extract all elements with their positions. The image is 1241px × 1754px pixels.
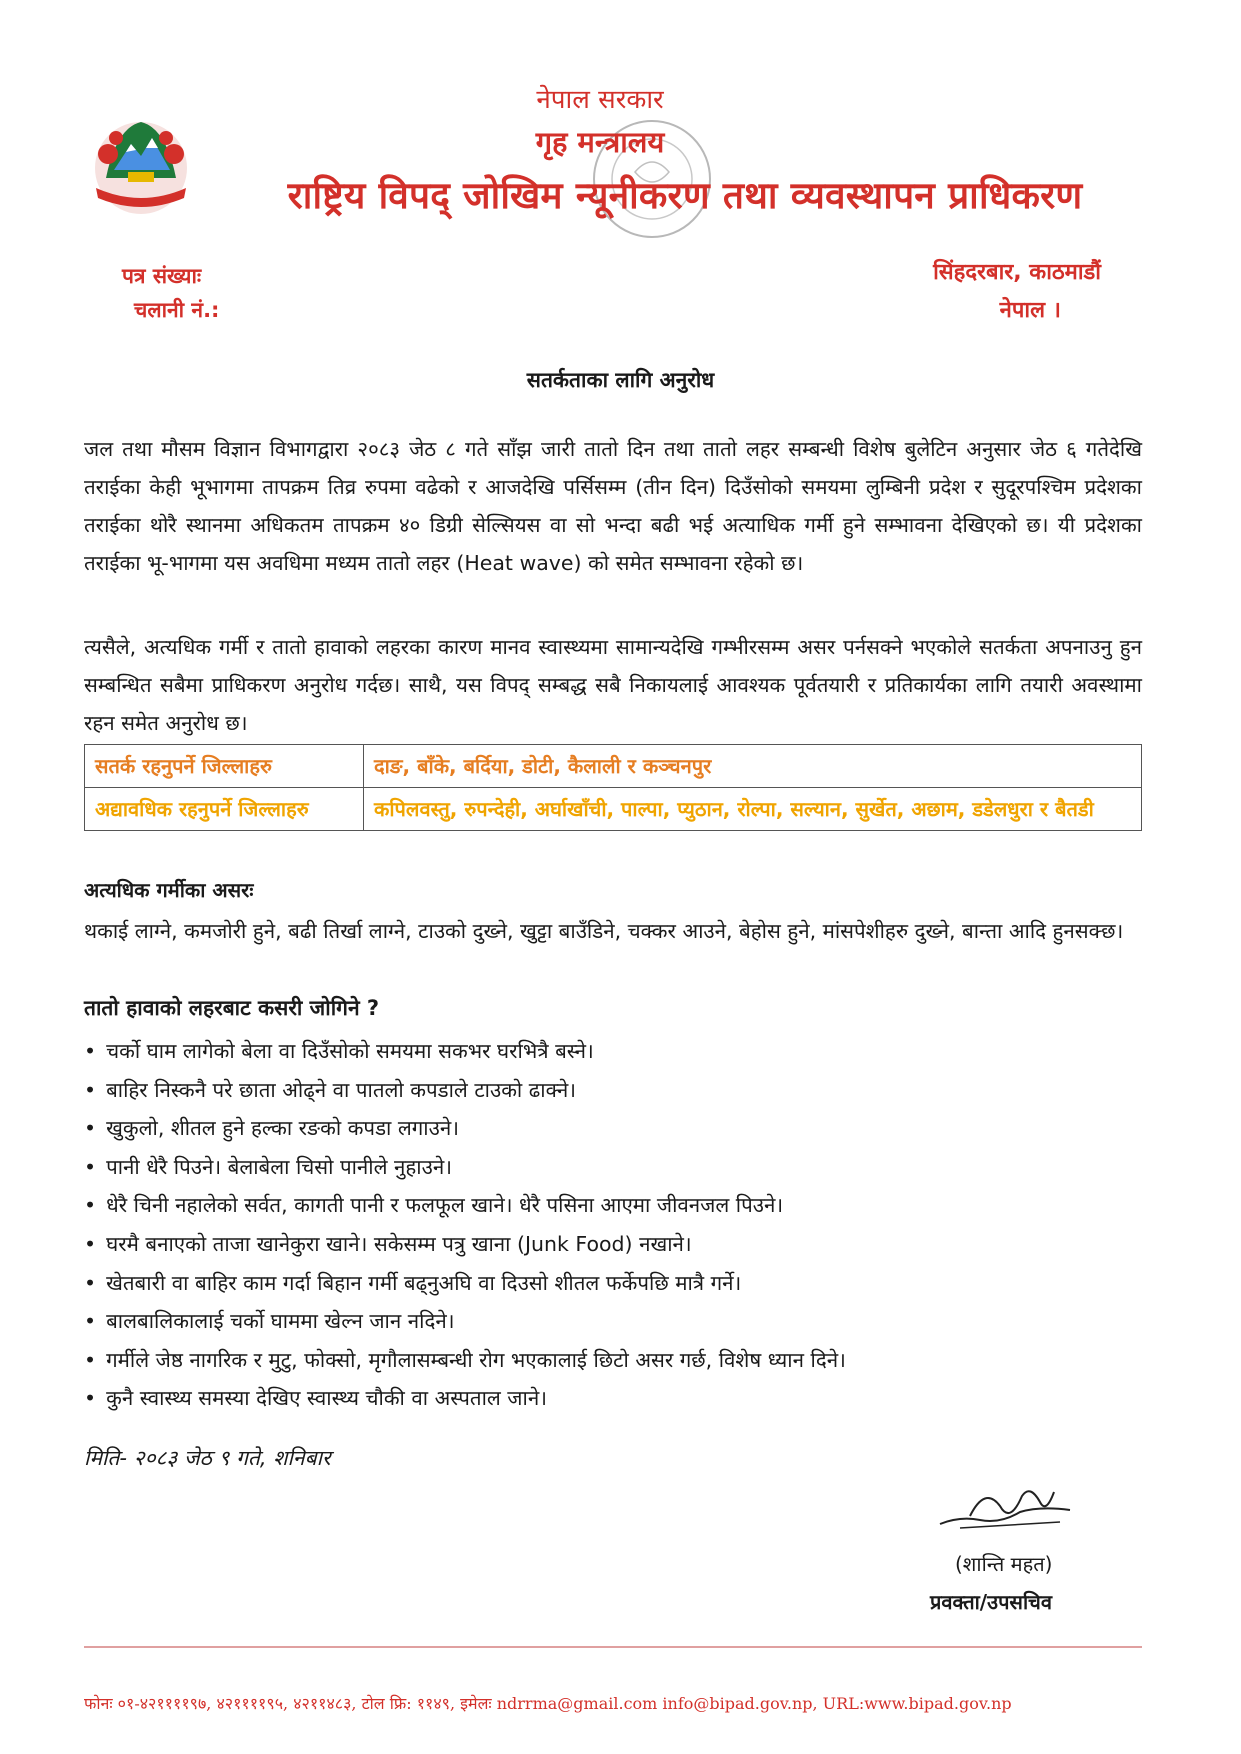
signatory-name: (शान्ति महत)	[955, 1552, 1053, 1576]
letter-number-label: पत्र संख्याः	[122, 264, 202, 288]
list-item: • बाहिर निस्कनै परे छाता ओढ्ने वा पातलो कपडाले टाउको ढाक्ने।	[84, 1071, 1142, 1110]
subject-title: सतर्कताका लागि अनुरोध	[526, 368, 715, 392]
alert-districts-list: दाङ, बाँके, बर्दिया, डोटी, कैलाली र कञ्चनपुर	[364, 745, 1142, 788]
dispatch-number-label: चलानी नं.:	[134, 298, 220, 322]
list-item: • खुकुलो, शीतल हुने हल्का रङको कपडा लगाउने।	[84, 1109, 1142, 1148]
list-item: • कुनै स्वास्थ्य समस्या देखिए स्वास्थ्य चौकी वा अस्पताल जाने।	[84, 1379, 1142, 1418]
list-item: • बालबालिकालाई चर्को घाममा खेल्न जान नदिने।	[84, 1302, 1142, 1341]
signature-icon	[930, 1476, 1080, 1546]
footer-divider	[84, 1646, 1142, 1648]
list-item: • गर्मीले जेष्ठ नागरिक र मुटु, फोक्सो, मृगौलासम्बन्धी रोग भएकालाई छिटो असर गर्छ, विशेष ध्यान दिने।	[84, 1341, 1142, 1380]
effects-heading: अत्यधिक गर्मीका असरः	[84, 878, 254, 902]
government-name: नेपाल सरकार	[536, 85, 664, 115]
list-item: • धेरै चिनी नहालेको सर्वत, कागती पानी र फलफूल खाने। धेरै पसिना आएमा जीवनजल पिउने।	[84, 1186, 1142, 1225]
table-row	[85, 788, 1142, 831]
footer-contact: फोनः ०१-४२११११९७, ४२११११९५, ४२११४८३, टोल फ्रि: ११४९, इमेलः ndrrma@gmail.com info@bipad.gov.np, URL:www.bipad.gov.np	[84, 1694, 1012, 1713]
nepal-emblem-icon	[86, 108, 196, 218]
alert-districts-label: सतर्क रहनुपर्ने जिल्लाहरु	[85, 745, 364, 788]
issue-date: मिति- २०८३ जेठ ९ गते, शनिबार	[84, 1446, 331, 1470]
effects-text: थकाई लाग्ने, कमजोरी हुने, बढी तिर्खा लाग्ने, टाउको दुख्ने, खुट्टा बाउँडिने, चक्कर आउने, बेहोस हुने, मांसपेशीहरु दुख्ने, बान्ता आदि हुनसक्छ।	[84, 919, 1124, 943]
protection-heading: तातो हावाको लहरबाट कसरी जोगिने ?	[84, 996, 380, 1020]
address-line-2: नेपाल ।	[999, 298, 1061, 323]
district-table	[84, 744, 1142, 831]
list-item: • चर्को घाम लागेको बेला वा दिउँसोको समयमा सकभर घरभित्रै बस्ने।	[84, 1032, 1142, 1071]
list-item: • घरमै बनाएको ताजा खानेकुरा खाने। सकेसम्म पत्रु खाना (Junk Food) नखाने।	[84, 1225, 1142, 1264]
ministry-name: गृह मन्त्रालय	[535, 125, 665, 159]
updated-districts-list: कपिलवस्तु, रुपन्देही, अर्घाखाँची, पाल्पा, प्युठान, रोल्पा, सल्यान, सुर्खेत, अछाम, डडेलधुरा र बैतडी	[364, 788, 1142, 831]
updated-districts-label: अद्यावधिक रहनुपर्ने जिल्लाहरु	[85, 788, 364, 831]
list-item: • खेतबारी वा बाहिर काम गर्दा बिहान गर्मी बढ्नुअघि वा दिउसो शीतल फर्केपछि मात्रै गर्ने।	[84, 1264, 1142, 1303]
request-paragraph: त्यसैले, अत्यधिक गर्मी र तातो हावाको लहरका कारण मानव स्वास्थ्यमा सामान्यदेखि गम्भीरसम्म असर पर्नसक्ने भएकोले सतर्कता अपनाउनु हुन सम्बन्धित सबैमा प्राधिकरण अनुरोध गर्दछ। साथै, यस विपद् सम्बद्ध सबै निकायलाई आवश्यक पूर्वतयारी र प्रतिकार्यका लागि तयारी अवस्थामा रहन समेत अनुरोध छ।	[84, 635, 1142, 735]
authority-name: राष्ट्रिय विपद् जोखिम न्यूनीकरण तथा व्यवस्थापन प्राधिकरण	[287, 174, 1083, 217]
signatory-designation: प्रवक्ता/उपसचिव	[930, 1590, 1052, 1614]
protection-tips-list	[84, 1032, 1142, 1418]
bulletin-paragraph: जल तथा मौसम विज्ञान विभागद्वारा २०८३ जेठ ८ गते साँझ जारी तातो दिन तथा तातो लहर सम्बन्धी विशेष बुलेटिन अनुसार जेठ ६ गतेदेखि तराईका केही भूभागमा तापक्रम तिव्र रुपमा वढेको र आजदेखि पर्सिसम्म (तीन दिन) दिउँसोको समयमा लुम्बिनी प्रदेश र सुदूरपश्चिम प्रदेशका तराईका थोरै स्थानमा अधिकतम तापक्रम ४० डिग्री सेल्सियस वा सो भन्दा बढी भई अत्याधिक गर्मी हुने सम्भावना देखिएको छ। यी प्रदेशका तराईका भू-भागमा यस अवधिमा मध्यम तातो लहर (Heat wave) को समेत सम्भावना रहेको छ।	[84, 437, 1142, 575]
table-row	[85, 745, 1142, 788]
list-item: • पानी धेरै पिउने। बेलाबेला चिसो पानीले नुहाउने।	[84, 1148, 1142, 1187]
address-line-1: सिंहदरबार, काठमाडौं	[933, 260, 1101, 285]
